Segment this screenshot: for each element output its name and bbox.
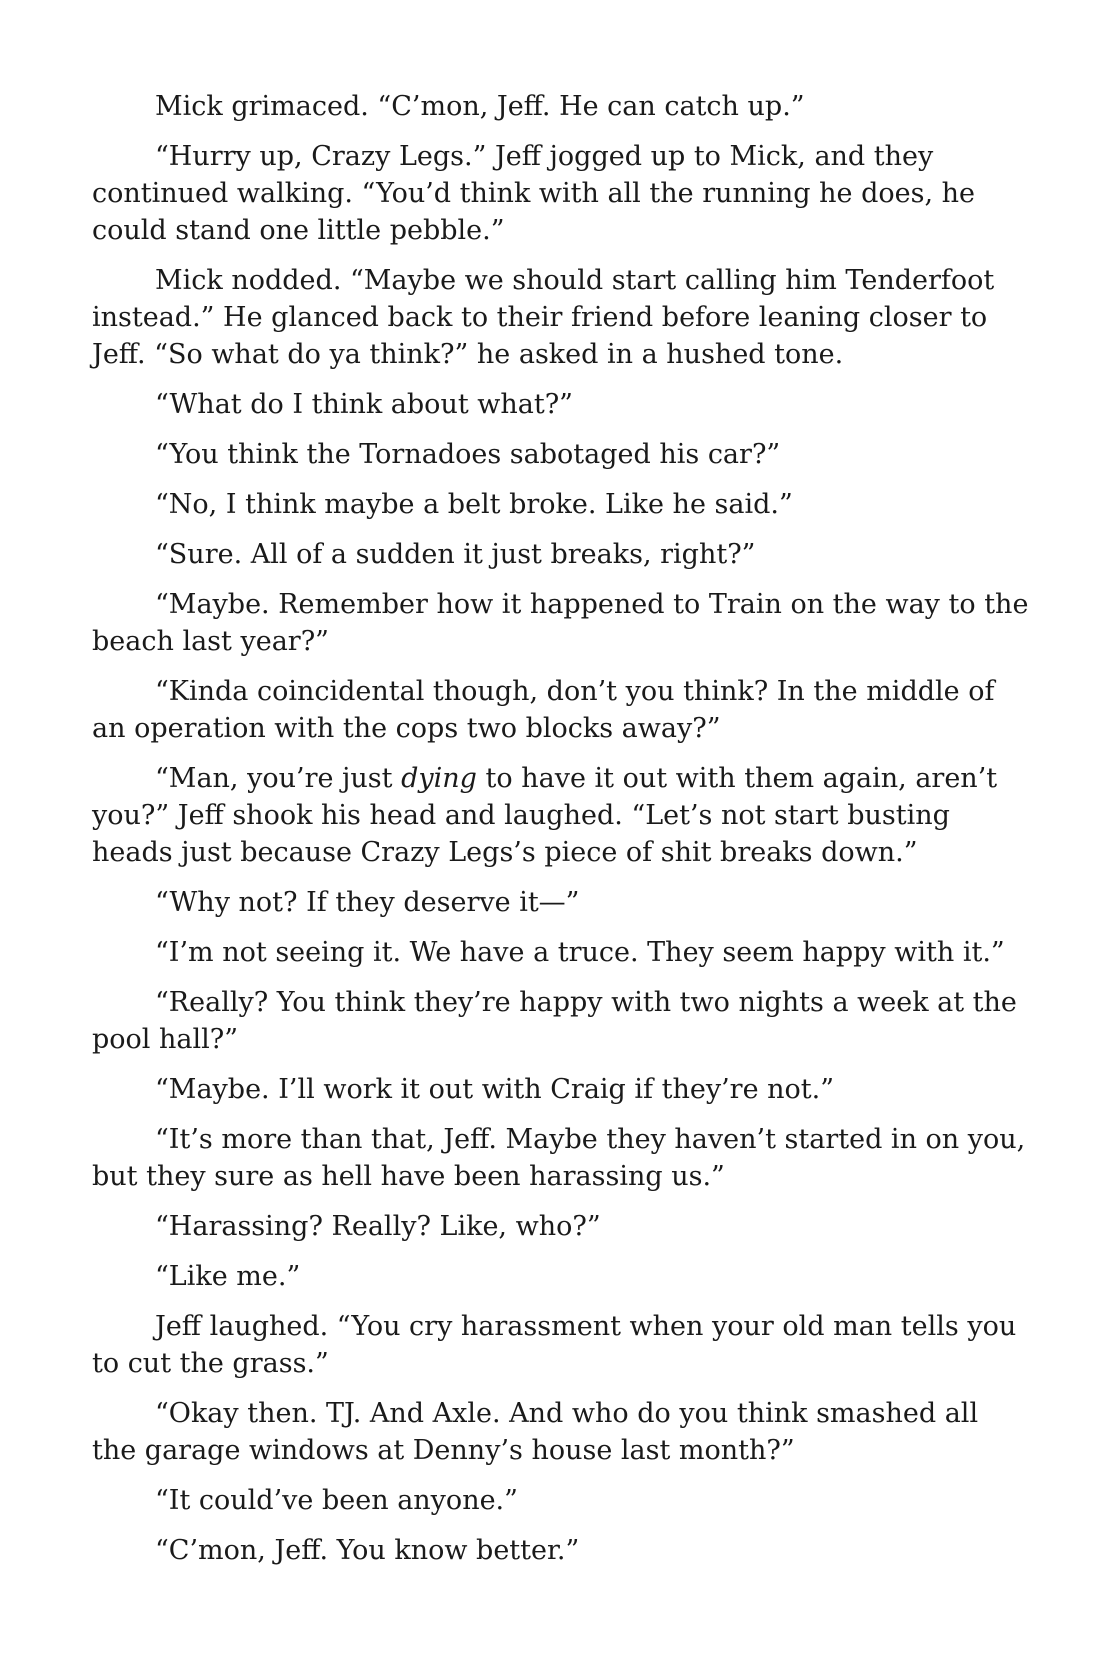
paragraph-1: Mick grimaced. “C’mon, Jeff. He can catch up.”: [155, 91, 805, 122]
paragraph-10: [92, 760, 1030, 871]
paragraph-13: “Really? You think they’re happy with two nights a week at the pool hall?”: [92, 987, 1017, 1055]
paragraph-12: “I’m not seeing it. We have a truce. They seem happy with it.”: [155, 937, 1005, 968]
paragraph-11: “Why not? If they deserve it—”: [155, 887, 580, 918]
paragraph-8: “Maybe. Remember how it happened to Train on the way to the beach last year?”: [92, 589, 1029, 657]
paragraph-10-end: to have it out with them again, aren’t you?” Jeff shook his head and laughed. “Let’s not start busting heads just because Crazy Legs’s piece of shit breaks down.”: [92, 763, 998, 868]
paragraph-21: “C’mon, Jeff. You know better.”: [155, 1535, 580, 1566]
paragraph-15: “It’s more than that, Jeff. Maybe they haven’t started in on you, but they sure as hell have been harassing us.”: [92, 1124, 1026, 1192]
paragraph-9: “Kinda coincidental though, don’t you think? In the middle of an operation with the cops two blocks away?”: [92, 676, 995, 744]
paragraph-2: “Hurry up, Crazy Legs.” Jeff jogged up to Mick, and they continued walking. “You’d think with all the running he does, he could stand one little pebble.”: [92, 141, 976, 246]
paragraph-19: “Okay then. TJ. And Axle. And who do you think smashed all the garage windows at Denny’s house last month?”: [92, 1398, 979, 1466]
paragraph-6: “No, I think maybe a belt broke. Like he said.”: [155, 489, 793, 520]
paragraph-10-start: “Man, you’re just: [155, 763, 402, 794]
book-page: [92, 88, 1030, 1582]
paragraph-3: Mick nodded. “Maybe we should start calling him Tenderfoot instead.” He glanced back to their friend before leaning closer to Jeff. “So what do ya think?” he asked in a hushed tone.: [92, 265, 995, 370]
paragraph-7: “Sure. All of a sudden it just breaks, right?”: [155, 539, 756, 570]
paragraph-5: “You think the Tornadoes sabotaged his car?”: [155, 439, 781, 470]
paragraph-17: “Like me.”: [155, 1261, 301, 1292]
emphasized-word: dying: [401, 763, 477, 794]
paragraph-20: “It could’ve been anyone.”: [155, 1485, 518, 1516]
paragraph-18: Jeff laughed. “You cry harassment when your old man tells you to cut the grass.”: [92, 1311, 1017, 1379]
paragraph-16: “Harassing? Really? Like, who?”: [155, 1211, 601, 1242]
paragraph-4: “What do I think about what?”: [155, 389, 573, 420]
paragraph-14: “Maybe. I’ll work it out with Craig if they’re not.”: [155, 1074, 835, 1105]
